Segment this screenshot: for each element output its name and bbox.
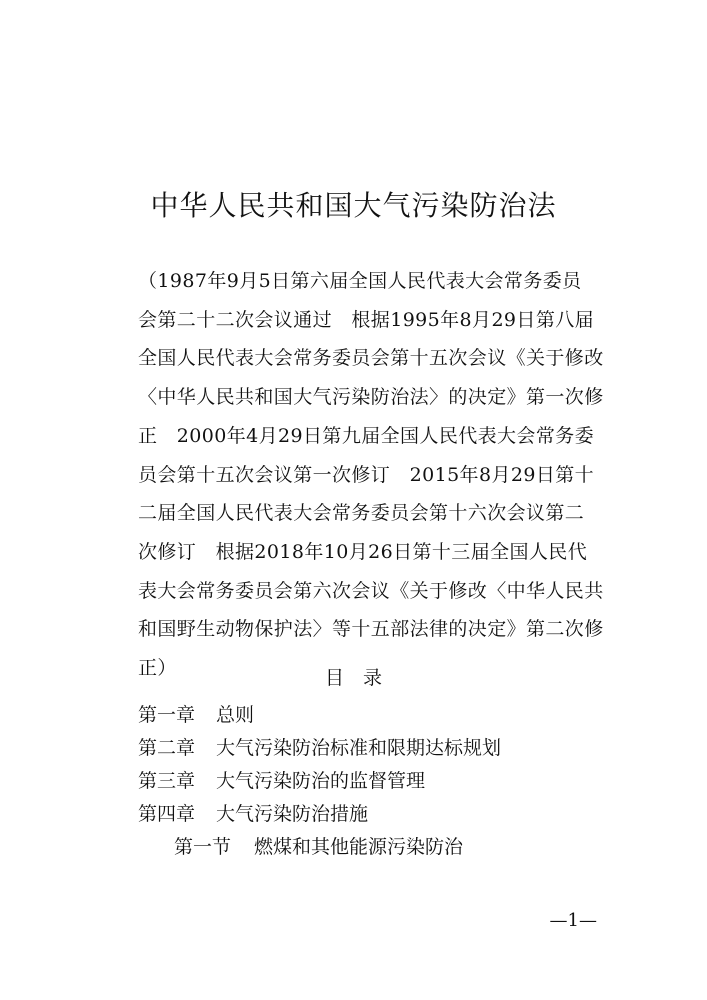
toc-item-chapter-2[interactable] — [138, 733, 501, 760]
toc-item-chapter-1[interactable] — [138, 700, 254, 727]
history-line: （1987年9月5日第六届全国人民代表大会常务委员 — [138, 270, 582, 292]
history-line: 员会第十五次会议第一次修订 2015年8月29日第十 — [138, 463, 595, 486]
history-line: 会第二十二次会议通过 根据1995年8月29日第八届 — [138, 308, 595, 331]
toc-item-title: 大气污染防治的监督管理 — [216, 770, 426, 792]
amendment-history — [138, 262, 608, 688]
history-line: 〈中华人民共和国大气污染防治法〉的决定》第一次修 — [138, 386, 604, 409]
toc-item-title: 大气污染防治标准和限期达标规划 — [216, 737, 502, 759]
toc-item-number: 第三章 — [138, 770, 196, 792]
history-line: 全国人民代表大会常务委员会第十五次会议《关于修改 — [138, 347, 604, 370]
history-line: 正 2000年4月29日第九届全国人民代表大会常务委 — [138, 424, 595, 447]
toc-item-number: 第四章 — [138, 803, 196, 825]
toc-heading: 目 录 — [324, 667, 382, 689]
toc-item-chapter-4[interactable] — [138, 799, 368, 826]
history-line: 正） — [138, 657, 177, 680]
toc-item-title: 大气污染防治措施 — [216, 803, 369, 825]
toc-item-number: 第一节 — [174, 836, 232, 858]
page-number: —1— — [549, 910, 597, 931]
toc-item-number: 第一章 — [138, 704, 196, 726]
toc-item-section-1[interactable] — [174, 832, 463, 859]
toc-item-chapter-3[interactable] — [138, 766, 425, 793]
history-line: 次修订 根据2018年10月26日第十三届全国人民代 — [138, 540, 588, 563]
toc-item-title: 总则 — [216, 704, 255, 726]
history-line: 表大会常务委员会第六次会议《关于修改〈中华人民共 — [138, 579, 604, 602]
toc-item-number: 第二章 — [138, 737, 196, 759]
document-title: 中华人民共和国大气污染防治法 — [150, 189, 557, 222]
history-line: 和国野生动物保护法〉等十五部法律的决定》第二次修 — [138, 618, 604, 641]
toc-item-title: 燃煤和其他能源污染防治 — [254, 836, 464, 858]
history-line: 二届全国人民代表大会常务委员会第十六次会议第二 — [138, 502, 585, 525]
